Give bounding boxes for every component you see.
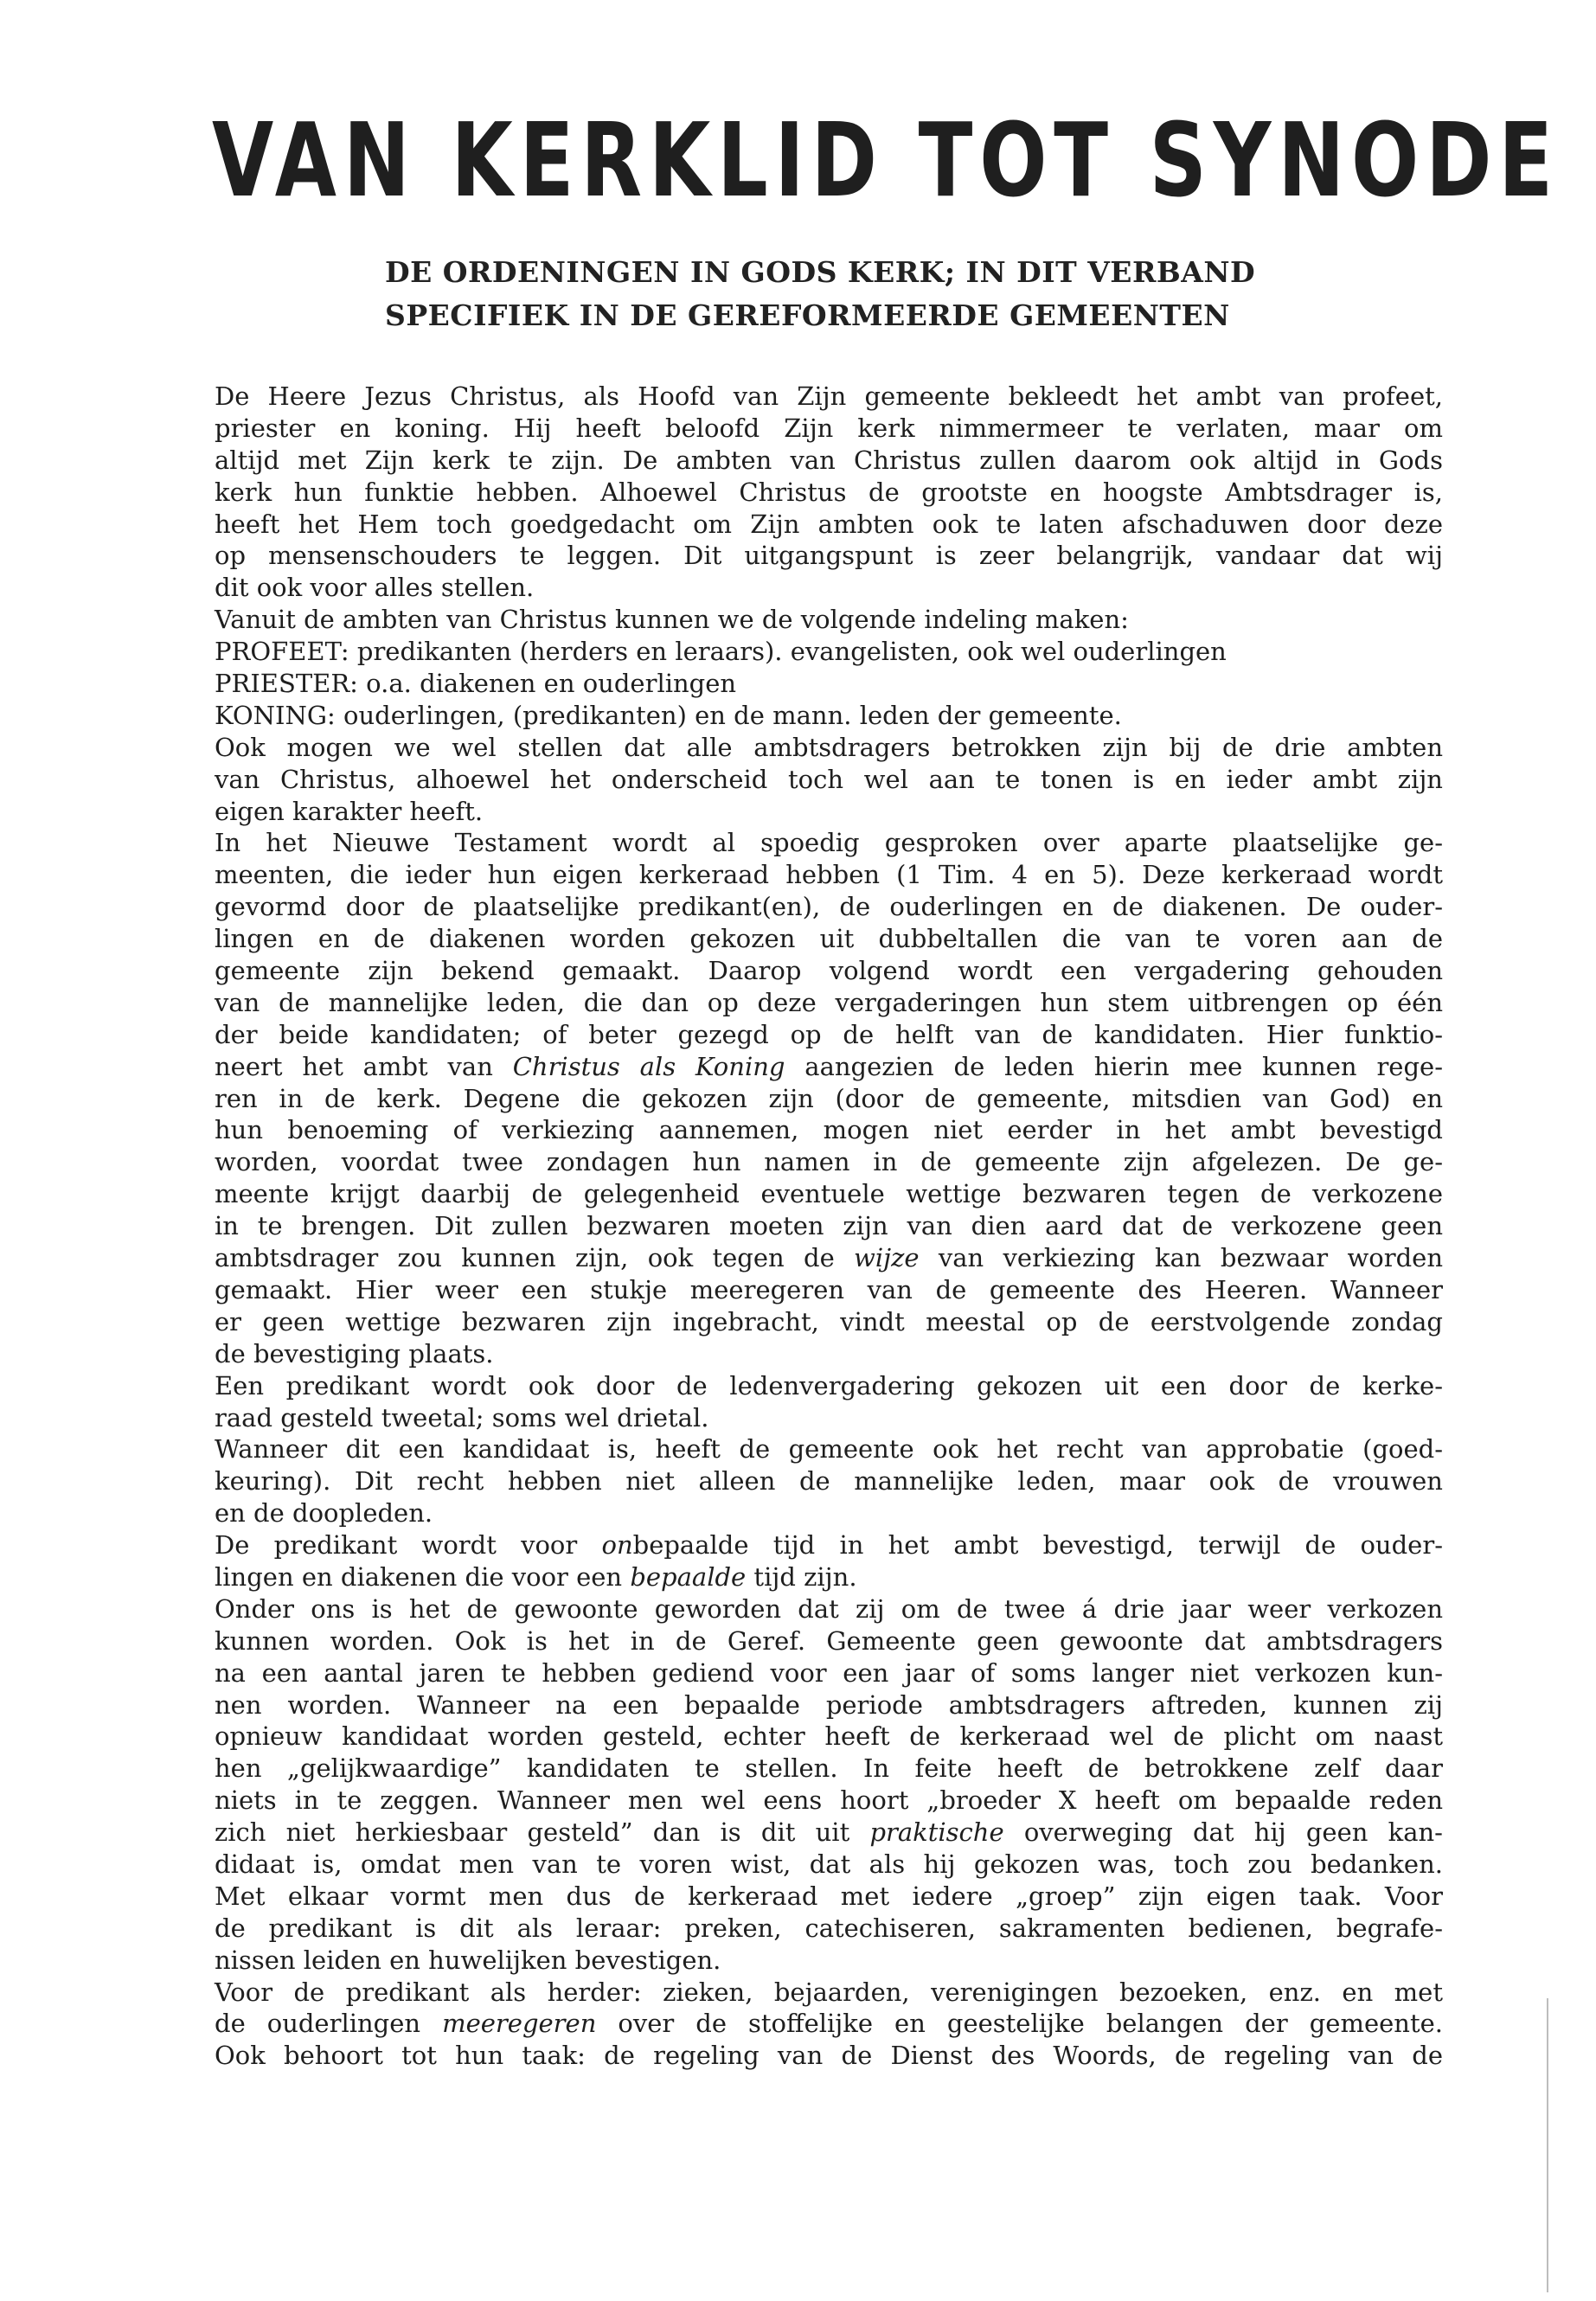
body-line: de ouderlingen meeregeren over de stoffelijke en geestelijke belangen der gemeente. <box>215 2009 1443 2039</box>
body-line: dit ook voor alles stellen. <box>215 573 535 603</box>
subtitle-line-2: SPECIFIEK IN DE GEREFORMEERDE GEMEENTEN <box>385 298 1230 332</box>
body-line: van de mannelijke leden, die dan op deze vergaderingen hun stem uitbrengen op één <box>215 987 1443 1017</box>
body-line: PROFEET: predikanten (herders en leraars). evangelisten, ook wel ouderlingen <box>215 637 1227 667</box>
body-line: KONING: ouderlingen, (predikanten) en de mann. leden der gemeente. <box>215 700 1122 730</box>
body-line: De predikant wordt voor onbepaalde tijd in het ambt bevestigd, terwijl de ouder- <box>215 1530 1443 1561</box>
italic-phrase: bepaalde <box>630 1561 747 1592</box>
body-line: gemaakt. Hier weer een stukje meeregeren van de gemeente des Heeren. Wanneer <box>215 1274 1443 1304</box>
body-line: Een predikant wordt ook door de ledenvergadering gekozen uit een door de kerke- <box>215 1370 1443 1400</box>
body-line: gevormd door de plaatselijke predikant(en), de ouderlingen en de diakenen. De ouder- <box>215 892 1443 922</box>
body-line: de bevestiging plaats. <box>215 1338 494 1368</box>
body-line: lingen en diakenen die voor een bepaalde tijd zijn. <box>215 1561 857 1592</box>
body-line: er geen wettige bezwaren zijn ingebracht, vindt meestal op de eerstvolgende zondag <box>215 1306 1443 1336</box>
body-line: van Christus, alhoewel het onderscheid toch wel aan te tonen is en ieder ambt zijn <box>215 764 1443 794</box>
body-line: ren in de kerk. Degene die gekozen zijn (door de gemeente, mitsdien van God) en <box>215 1083 1443 1113</box>
body-line: hun benoeming of verkiezing aannemen, mogen niet eerder in het ambt bevestigd <box>215 1115 1443 1145</box>
body-line: in te brengen. Dit zullen bezwaren moeten zijn van dien aard dat de verkozene geen <box>215 1211 1443 1241</box>
body-line: keuring). Dit recht hebben niet alleen de mannelijke leden, maar ook de vrouwen <box>215 1466 1443 1497</box>
italic-phrase: praktische <box>869 1817 1004 1848</box>
italic-phrase: meeregeren <box>442 2009 597 2039</box>
body-line: kunnen worden. Ook is het in de Geref. Gemeente geen gewoonte dat ambtsdragers <box>215 1625 1443 1656</box>
body-line: Onder ons is het de gewoonte geworden dat zij om de twee á drie jaar weer verkozen <box>215 1593 1443 1624</box>
body-line: ambtsdrager zou kunnen zijn, ook tegen de wijze van verkiezing kan bezwaar worden <box>215 1243 1443 1273</box>
body-line: Wanneer dit een kandidaat is, heeft de gemeente ook het recht van approbatie (goed- <box>215 1434 1443 1465</box>
italic-phrase: Christus als Koning <box>512 1051 785 1081</box>
body-line: de predikant is dit als leraar: preken, catechiseren, sakramenten bedienen, begrafe- <box>215 1913 1443 1943</box>
body-line: neert het ambt van Christus als Koning aangezien de leden hierin mee kunnen rege- <box>215 1051 1443 1081</box>
body-line: zich niet herkiesbaar gesteld” dan is dit uit praktische overweging dat hij geen kan- <box>215 1817 1443 1848</box>
italic-phrase: wijze <box>854 1243 920 1273</box>
body-line: worden, voordat twee zondagen hun namen in de gemeente zijn afgelezen. De ge- <box>215 1147 1443 1177</box>
body-line: gemeente zijn bekend gemaakt. Daarop volgend wordt een vergadering gehouden <box>215 956 1443 986</box>
scan-edge-mark <box>1547 1998 1548 2292</box>
body-line: meente krijgt daarbij de gelegenheid eventuele wettige bezwaren tegen de verkozene <box>215 1179 1443 1209</box>
body-line: Ook behoort tot hun taak: de regeling van de Dienst des Woords, de regeling van de <box>215 2041 1443 2071</box>
body-line: De Heere Jezus Christus, als Hoofd van Zijn gemeente bekleedt het ambt van profeet, <box>215 381 1443 411</box>
body-line: nen worden. Wanneer na een bepaalde periode ambtsdragers aftreden, kunnen zij <box>215 1689 1443 1720</box>
body-line: en de doopleden. <box>215 1498 433 1529</box>
body-line: eigen karakter heeft. <box>215 796 484 826</box>
page-subtitle <box>385 251 1406 337</box>
body-line: nissen leiden en huwelijken bevestigen. <box>215 1945 721 1975</box>
body-line: hen „gelijkwaardige” kandidaten te stellen. In feite heeft de betrokkene zelf daar <box>215 1753 1443 1784</box>
body-line: raad gesteld tweetal; soms wel drietal. <box>215 1402 709 1433</box>
body-line: der beide kandidaten; of beter gezegd op de helft van de kandidaten. Hier funktio- <box>215 1019 1443 1049</box>
body-line: niets in te zeggen. Wanneer men wel eens hoort „broeder X heeft om bepaalde reden <box>215 1785 1443 1816</box>
body-line: kerk hun funktie hebben. Alhoewel Christus de grootste en hoogste Ambtsdrager is, <box>215 477 1443 507</box>
body-line: PRIESTER: o.a. diakenen en ouderlingen <box>215 669 737 699</box>
body-line: meenten, die ieder hun eigen kerkeraad hebben (1 Tim. 4 en 5). Deze kerkeraad wordt <box>215 860 1443 890</box>
body-line: Vanuit de ambten van Christus kunnen we de volgende indeling maken: <box>215 605 1129 635</box>
body-line: In het Nieuwe Testament wordt al spoedig gesproken over aparte plaatselijke ge- <box>215 828 1443 858</box>
page-title: VAN KERKLID TOT SYNODE <box>212 100 1560 220</box>
body-line: Ook mogen we wel stellen dat alle ambtsdragers betrokken zijn bij de drie ambten <box>215 732 1443 762</box>
body-line: Voor de predikant als herder: zieken, bejaarden, verenigingen bezoeken, enz. en met <box>215 1977 1443 2007</box>
body-line: priester en koning. Hij heeft beloofd Zijn kerk nimmermeer te verlaten, maar om <box>215 413 1443 443</box>
body-line: Met elkaar vormt men dus de kerkeraad met iedere „groep” zijn eigen taak. Voor <box>215 1881 1443 1911</box>
body-line: lingen en de diakenen worden gekozen uit dubbeltallen die van te voren aan de <box>215 924 1443 954</box>
body-line: altijd met Zijn kerk te zijn. De ambten van Christus zullen daarom ook altijd in Gods <box>215 445 1443 475</box>
body-line: na een aantal jaren te hebben gediend voor een jaar of soms langer niet verkozen kun- <box>215 1657 1443 1688</box>
body-line: opnieuw kandidaat worden gesteld, echter heeft de kerkeraad wel de plicht om naast <box>215 1721 1443 1752</box>
italic-phrase: on <box>601 1530 633 1561</box>
body-line: heeft het Hem toch goedgedacht om Zijn ambten ook te laten afschaduwen door deze <box>215 509 1443 539</box>
body-line: op mensenschouders te leggen. Dit uitgangspunt is zeer belangrijk, vandaar dat wij <box>215 541 1443 571</box>
body-line: didaat is, omdat men van te voren wist, dat als hij gekozen was, toch zou bedanken. <box>215 1849 1443 1879</box>
article-body <box>215 381 1443 2072</box>
subtitle-line-1: DE ORDENINGEN IN GODS KERK; IN DIT VERBAND <box>385 255 1256 289</box>
